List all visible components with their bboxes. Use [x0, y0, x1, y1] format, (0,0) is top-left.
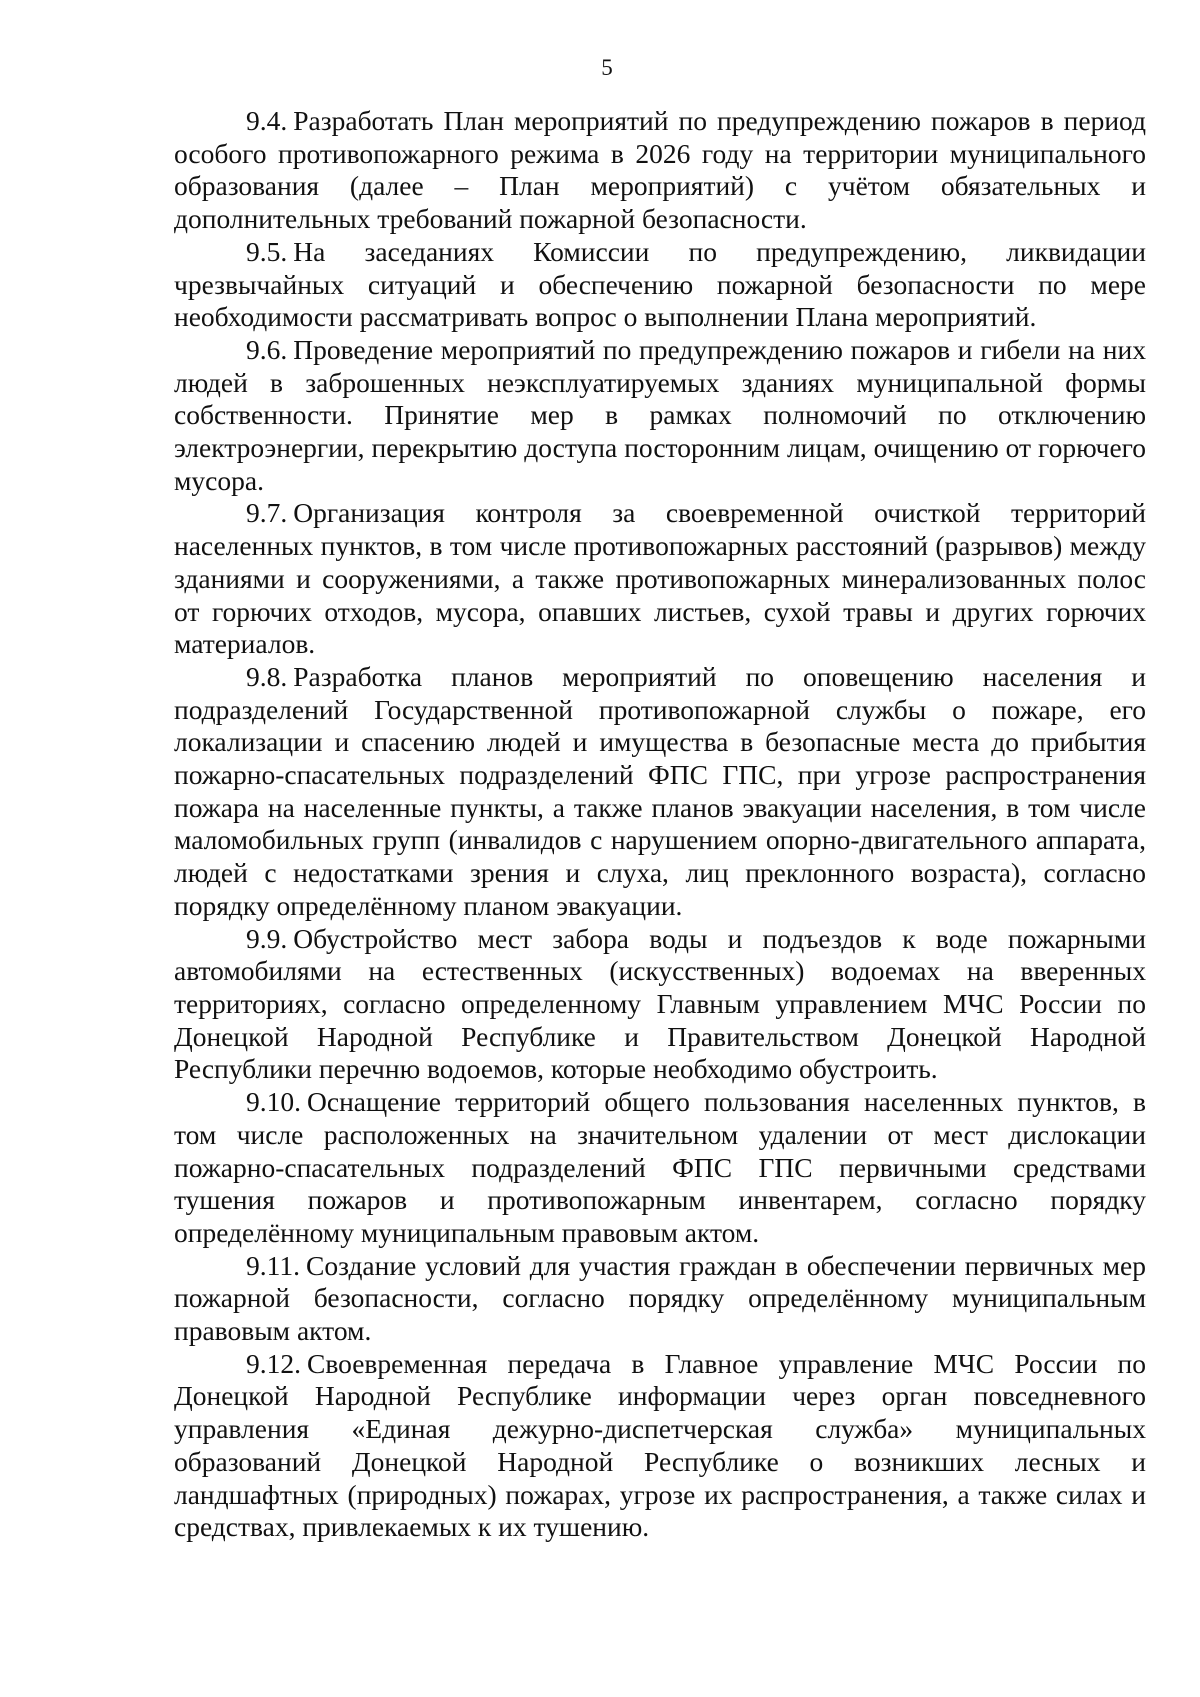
- paragraph-9-9: [174, 923, 1146, 1087]
- paragraph-9-6: [174, 334, 1146, 498]
- paragraph-number: 9.7.: [246, 497, 288, 529]
- paragraph-text: Разработка планов мероприятий по оповещению населения и подразделений Государственной противопожарной службы о пожаре, его локализации и спасению людей и имущества в безопасные места до прибытия пожарно-спасательных подразделений ФПС ГПС, при угрозе распространения пожара на населенные пункты, а также планов эвакуации населения, в том числе маломобильных групп (инвалидов с нарушением опорно-двигательного аппарата, людей с недостатками зрения и слуха, лиц преклонного возраста), согласно порядку определённому планом эвакуации.: [174, 660, 1146, 921]
- paragraph-9-8: [174, 661, 1146, 923]
- paragraph-text: Проведение мероприятий по предупреждению пожаров и гибели на них людей в заброшенных неэксплуатируемых зданиях муниципальной формы собственности. Принятие мер в рамках полномочий по отключению электроэнергии, перекрытию доступа посторонним лицам, очищению от горючего мусора.: [174, 333, 1146, 496]
- paragraph-9-12: [174, 1348, 1146, 1544]
- paragraph-9-11: [174, 1250, 1146, 1348]
- paragraph-9-10: [174, 1086, 1146, 1250]
- page-number: 5: [601, 55, 613, 80]
- paragraph-text: Создание условий для участия граждан в обеспечении первичных мер пожарной безопасности, согласно порядку определённому муниципальным правовым актом.: [174, 1249, 1146, 1347]
- paragraph-number: 9.4.: [246, 105, 288, 136]
- paragraph-9-5: [174, 236, 1146, 334]
- paragraph-number: 9.12.: [246, 1347, 301, 1379]
- paragraph-number: 9.9.: [246, 922, 288, 954]
- paragraph-text: Обустройство мест забора воды и подъездов к воде пожарными автомобилями на естественных (искусственных) водоемах на вверенных территориях, согласно определенному Главным управлением МЧС России по Донецкой Народной Республике и Правительством Донецкой Народной Республики перечню водоемов, которые необходимо обустроить.: [174, 922, 1146, 1085]
- paragraph-number: 9.5.: [246, 235, 288, 267]
- paragraph-9-7: [174, 497, 1146, 661]
- paragraph-text: На заседаниях Комиссии по предупреждению, ликвидации чрезвычайных ситуаций и обеспечению пожарной безопасности по мере необходимости рассматривать вопрос о выполнении Плана мероприятий.: [174, 235, 1146, 333]
- paragraph-number: 9.11.: [246, 1249, 300, 1281]
- paragraph-9-4: [174, 105, 1146, 236]
- paragraph-text: Разработать План мероприятий по предупреждению пожаров в период особого противопожарного режима в 2026 году на территории муниципального образования (далее – План мероприятий) с учётом обязательных и дополнительных требований пожарной безопасности.: [174, 105, 1146, 235]
- paragraph-number: 9.10.: [246, 1086, 301, 1118]
- paragraph-text: Организация контроля за своевременной очисткой территорий населенных пунктов, в том числе противопожарных расстояний (разрывов) между зданиями и сооружениями, а также противопожарных минерализованных полос от горючих отходов, мусора, опавших листьев, сухой травы и других горючих материалов.: [174, 497, 1146, 660]
- paragraph-number: 9.8.: [246, 660, 288, 692]
- paragraph-text: Оснащение территорий общего пользования населенных пунктов, в том числе расположенных на значительном удалении от мест дислокации пожарно-спасательных подразделений ФПС ГПС первичными средствами тушения пожаров и противопожарным инвентарем, согласно порядку определённому муниципальным правовым актом.: [174, 1086, 1146, 1248]
- paragraph-text: Своевременная передача в Главное управление МЧС России по Донецкой Народной Республике информации через орган повседневного управления «Единая дежурно-диспетчерская служба» муниципальных образований Донецкой Народной Республике о возникших лесных и ландшафтных (природных) пожарах, угрозе их распространения, а также силах и средствах, привлекаемых к их тушению.: [174, 1347, 1146, 1543]
- paragraph-number: 9.6.: [246, 333, 288, 365]
- document-body: [174, 105, 1146, 1544]
